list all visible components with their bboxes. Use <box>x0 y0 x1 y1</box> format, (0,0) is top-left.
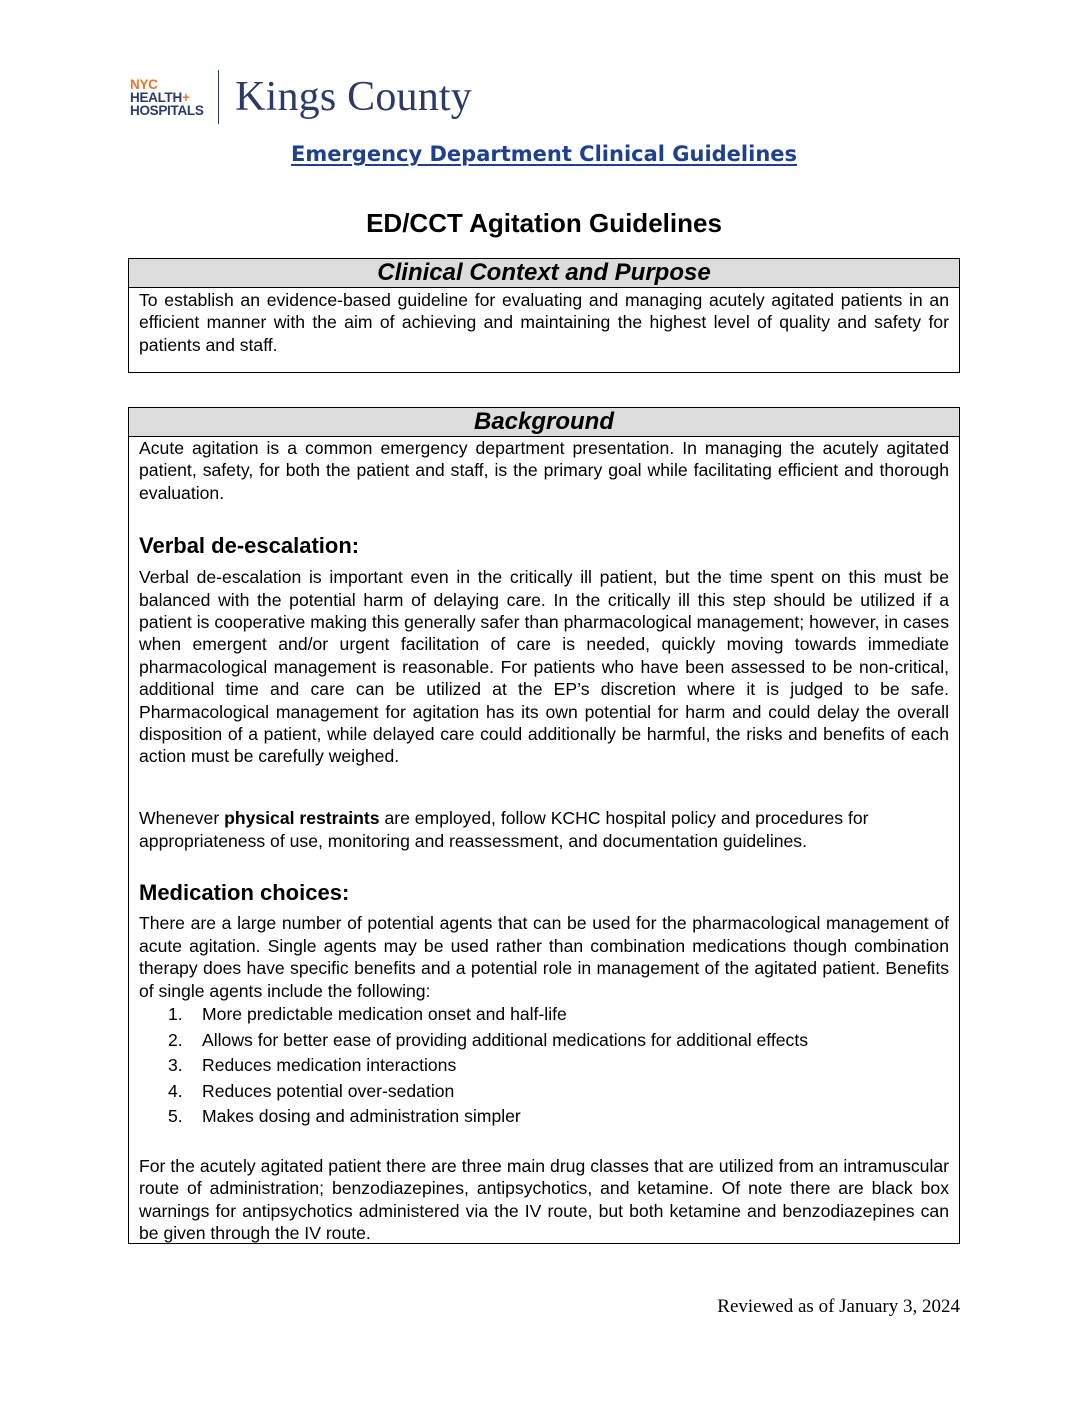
background-body <box>129 437 959 1245</box>
list-item-number: 4. <box>168 1080 183 1101</box>
background-heading: Background <box>129 408 959 437</box>
list-item-number: 1. <box>168 1003 183 1024</box>
logo-site-name: Kings County <box>235 74 472 120</box>
list-item-number: 2. <box>168 1029 183 1050</box>
purpose-heading: Clinical Context and Purpose <box>129 259 959 288</box>
verbal-deescalation-text: Verbal de-escalation is important even in the critically ill patient, but the time spent on this must be balanced with the potential harm of delaying care. In the critically ill this step should be utilized if a patient is cooperative making this generally safer than pharmacological management; however, in cases when emergent and/or urgent facilitation of care is needed, quickly moving towards immediate pharmacological management is reasonable. For patients who have been assessed to be non-critical, additional time and care can be utilized at the EP’s discretion where it is judged to be safe. Pharmacological management for agitation has its own potential for harm and could delay the overall disposition of a patient, while delayed care could additionally be harmful, the risks and benefits of each action must be carefully weighed. <box>139 567 949 767</box>
list-item <box>139 1104 949 1130</box>
hospital-logo <box>130 66 472 128</box>
drug-classes-text: For the acutely agitated patient there are three main drug classes that are utilized from an intramuscular route of administration; benzodiazepines, antipsychotics, and ketamine. Of note there are black box warnings for antipsychotics administered via the IV route, but both ketamine and benzodiazepines can be given through the IV route. <box>139 1155 949 1244</box>
restraints-post: are employed, follow KCHC hospital policy and procedures for appropriateness of use, monitoring and reassessment, and documentation guidelines. <box>139 808 869 851</box>
logo-line-hospitals: HOSPITALS <box>130 102 204 118</box>
list-item-text: More predictable medication onset and half-life <box>202 1003 567 1024</box>
list-item-number: 3. <box>168 1055 183 1076</box>
list-item-text: Reduces potential over-sedation <box>202 1080 455 1101</box>
logo-wordmark <box>130 78 204 117</box>
paragraph-gap <box>139 1130 949 1155</box>
review-date-footer: Reviewed as of January 3, 2024 <box>717 1296 960 1317</box>
logo-health-text: HEALTH <box>130 89 182 105</box>
logo-line-nyc: NYC <box>130 76 158 92</box>
purpose-text: To establish an evidence-based guideline for evaluating and managing acutely agitated patients in an efficient manner with the aim of achieving and maintaining the highest level of quality and safety for patients and staff. <box>139 290 949 355</box>
logo-plus: + <box>181 89 190 105</box>
list-item-number: 5. <box>168 1106 183 1127</box>
physical-restraints-paragraph <box>139 807 949 852</box>
restraints-bold: physical restraints <box>224 808 380 829</box>
list-item <box>139 1079 949 1105</box>
list-item <box>139 1053 949 1079</box>
verbal-deescalation-heading: Verbal de-escalation: <box>139 533 360 559</box>
medication-choices-text: There are a large number of potential agents that can be used for the pharmacological management of acute agitation. Single agents may be used rather than combination medications though combination therapy does have specific benefits and a potential role in management of the agitated patient. Benefits of single agents include the following: <box>139 913 949 1001</box>
list-item-text: Reduces medication interactions <box>202 1055 457 1076</box>
list-item <box>139 1028 949 1054</box>
list-item-text: Allows for better ease of providing additional medications for additional effects <box>202 1029 809 1050</box>
document-title: ED/CCT Agitation Guidelines <box>366 208 722 238</box>
restraints-pre: Whenever <box>139 808 225 829</box>
logo-divider <box>218 70 220 124</box>
list-item-text: Makes dosing and administration simpler <box>202 1106 521 1127</box>
background-section <box>128 407 960 1244</box>
list-item <box>139 1002 949 1028</box>
paragraph-gap <box>139 768 949 790</box>
department-title: Emergency Department Clinical Guidelines <box>290 142 798 166</box>
medication-choices-heading: Medication choices: <box>139 880 350 906</box>
purpose-body <box>129 288 959 356</box>
purpose-section <box>128 258 960 373</box>
logo-line-health <box>130 91 204 104</box>
single-agent-benefits-list <box>139 1002 949 1130</box>
background-intro: Acute agitation is a common emergency department presentation. In managing the acutely agitated patient, safety, for both the patient and staff, is the primary goal while facilitating efficient and thorough evaluation. <box>139 438 949 503</box>
